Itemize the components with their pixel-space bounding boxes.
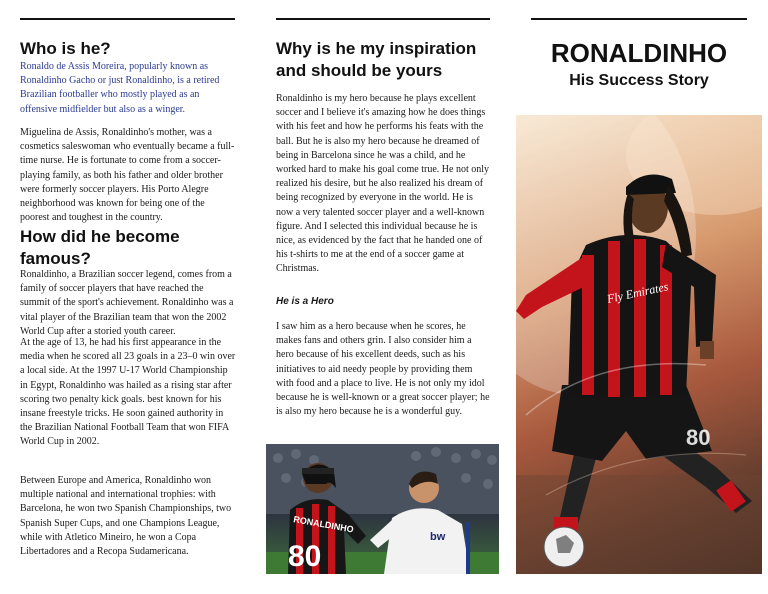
poster-subtitle: His Success Story: [569, 72, 709, 89]
hero-photo-shirt-sponsor: Fly Emirates: [605, 279, 670, 306]
players-illustration: [266, 444, 499, 574]
hero-photo: [516, 115, 762, 574]
players-photo-jersey-name: RONALDINHO: [292, 514, 355, 535]
heading-who-is-he: Who is he?: [20, 39, 111, 58]
left-top-rule: [20, 18, 235, 20]
career-paragraph: At the age of 13, he had his first appearance in the media when he scored all 23 goals in a 23–0 win over a local side. At the 1997 U-17 World Championship in Egypt, Ronaldinho was hailed as a rising star after scoring two penalty kick goals. best known for his insane freestyle tricks. He soon gained authority in the Brazilian National Football Team that won FIFA World Cup in 2002.: [20, 337, 236, 448]
poster-title: RONALDINHO: [550, 38, 728, 68]
heading-how-famous: How did he become famous?: [20, 227, 180, 268]
players-photo-shirt-text: bw: [430, 531, 446, 543]
hero-illustration: [516, 115, 762, 574]
hero-paragraph: Ronaldinho is my hero because he plays excellent soccer and I believe it's amazing how he does things with his feet and how he performs his feats with the ball. But he is also my hero because he dreamed of being in Barcelona since he was a child, and he worked hard to make his goal come true. He not only realized his desire, but he also realized his dream of being recognized by everyone in the world. He is now a very talented soccer player and a well-known figure. And I selected this individual because he is nice, as evidenced by the fact that he handed one of his t-shirts to me at the end of a soccer game at Christmas.: [276, 93, 489, 275]
mother-paragraph: Miguelina de Assis, Ronaldinho's mother, was a cosmetics saleswoman who eventually became a full-time nurse. He is fortunate to come from a soccer-playing family, as both his father and older brother were formerly soccer players. His Porto Alegre neighborhood was known for being one of the poorest and toughest in the country.: [20, 127, 235, 224]
subheading-hero: He is a Hero: [276, 296, 334, 307]
players-photo: [266, 444, 499, 574]
right-top-rule: [531, 18, 747, 20]
players-photo-jersey-number: 80: [288, 540, 322, 573]
trophies-paragraph: Between Europe and America, Ronaldinho won multiple national and international trophies: with Barcelona, he won two Spanish Championships, two Spanish Super Cups, and one Champions League, while with Atletico Mineiro, he won a Copa Libertadores and a Recopa Sudamericana.: [20, 475, 232, 558]
famous-paragraph: Ronaldinho, a Brazilian soccer legend, comes from a family of soccer players that have reached the summit of the sport's achievement. Ronaldinho was a vital player of the Brazilian team that won the 2002 World Cup after a storied youth career.: [20, 269, 234, 337]
intro-paragraph: Ronaldo de Assis Moreira, popularly known as Ronaldinho Gacho or just Ronaldinho, is a retired Brazilian footballer who mostly played as an offensive midfielder but also as a winger.: [20, 61, 220, 115]
middle-top-rule: [276, 18, 490, 20]
heading-inspiration: Why is he my inspiration and should be yours: [276, 39, 477, 80]
hero-deeds-paragraph: I saw him as a hero because when he scores, he makes fans and others grin. I also consider him a hero because of his excellent deeds, such as his initiatives to aid needy people by providing them with food and a place to live. He is not only my idol because he is well-known or a great soccer player; he is also my hero because he is a wonderful guy.: [276, 321, 490, 418]
hero-photo-shorts-number: 80: [686, 425, 711, 450]
